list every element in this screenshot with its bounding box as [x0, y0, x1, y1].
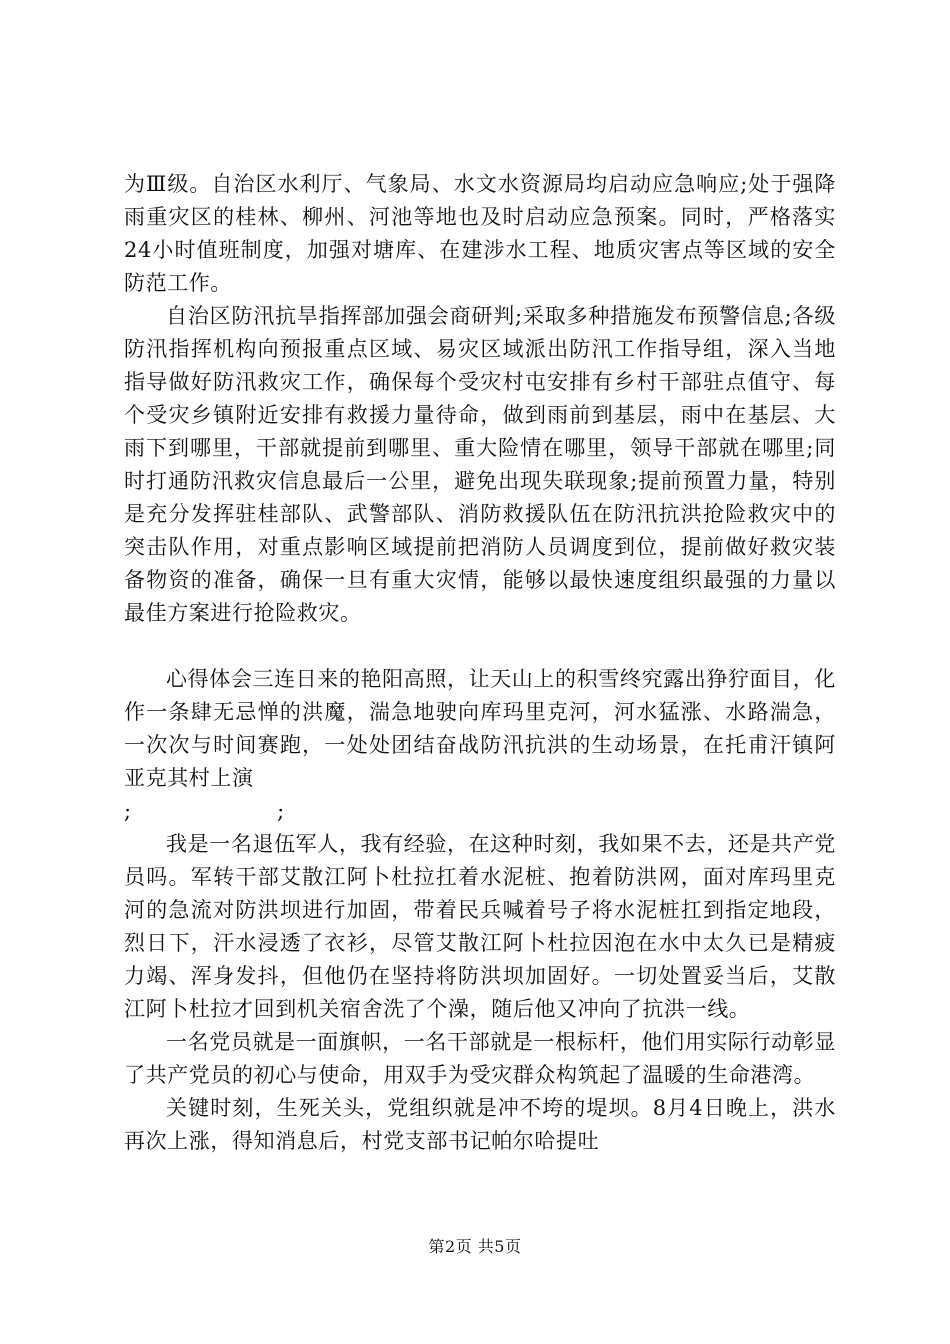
- separator-line: ; ;: [124, 799, 285, 823]
- page-number-footer: 第2页 共5页: [428, 1237, 522, 1256]
- document-body: [124, 168, 836, 1158]
- paragraph-4: 我是一名退伍军人，我有经验，在这种时刻，我如果不去，还是共产党员吗。军转干部艾散江阿卜杜拉扛着水泥桩、抱着防洪网，面对库玛里克河的急流对防洪坝进行加固，带着民兵喊着号子将水泥桩扛到指定地段，烈日下，汗水浸透了衣衫，尽管艾散江阿卜杜拉因泡在水中太久已是精疲力竭、浑身发抖，但他仍在坚持将防洪坝加固好。一切处置妥当后，艾散江阿卜杜拉才回到机关宿舍洗了个澡，随后他又冲向了抗洪一线。: [124, 832, 836, 1021]
- paragraph-2: 自治区防汛抗旱指挥部加强会商研判;采取多种措施发布预警信息;各级防汛指挥机构向预报重点区域、易灾区域派出防汛工作指导组，深入当地指导做好防汛救灾工作，确保每个受灾村屯安排有乡村干部驻点值守、每个受灾乡镇附近安排有救援力量待命，做到雨前到基层，雨中在基层、大雨下到哪里，干部就提前到哪里、重大险情在哪里，领导干部就在哪里;同时打通防汛救灾信息最后一公里，避免出现失联现象;提前预置力量，特别是充分发挥驻桂部队、武警部队、消防救援队伍在防汛抗洪抢险救灾中的突击队作用，对重点影响区域提前把消防人员调度到位，提前做好救灾装备物资的准备，确保一旦有重大灾情，能够以最快速度组织最强的力量以最佳方案进行抢险救灾。: [124, 304, 836, 625]
- paragraph-1: 为Ⅲ级。自治区水利厅、气象局、水文水资源局均启动应急响应;处于强降雨重灾区的桂林、柳州、河池等地也及时启动应急预案。同时，严格落实24小时值班制度，加强对塘库、在建涉水工程、地质灾害点等区域的安全防范工作。: [124, 172, 836, 295]
- paragraph-6: 关键时刻，生死关头，党组织就是冲不垮的堤坝。8月4日晚上，洪水再次上涨，得知消息后，村党支部书记帕尔哈提吐: [124, 1096, 836, 1153]
- paragraph-5: 一名党员就是一面旗帜，一名干部就是一根标杆，他们用实际行动彰显了共产党员的初心与使命，用双手为受灾群众构筑起了温暖的生命港湾。: [124, 1030, 836, 1087]
- paragraph-3: 心得体会三连日来的艳阳高照，让天山上的积雪终究露出狰狞面目，化作一条肆无忌惮的洪魔，湍急地驶向库玛里克河，河水猛涨、水路湍急，一次次与时间赛跑，一处处团结奋战防汛抗洪的生动场景，在托甫汗镇阿亚克其村上演: [124, 667, 836, 790]
